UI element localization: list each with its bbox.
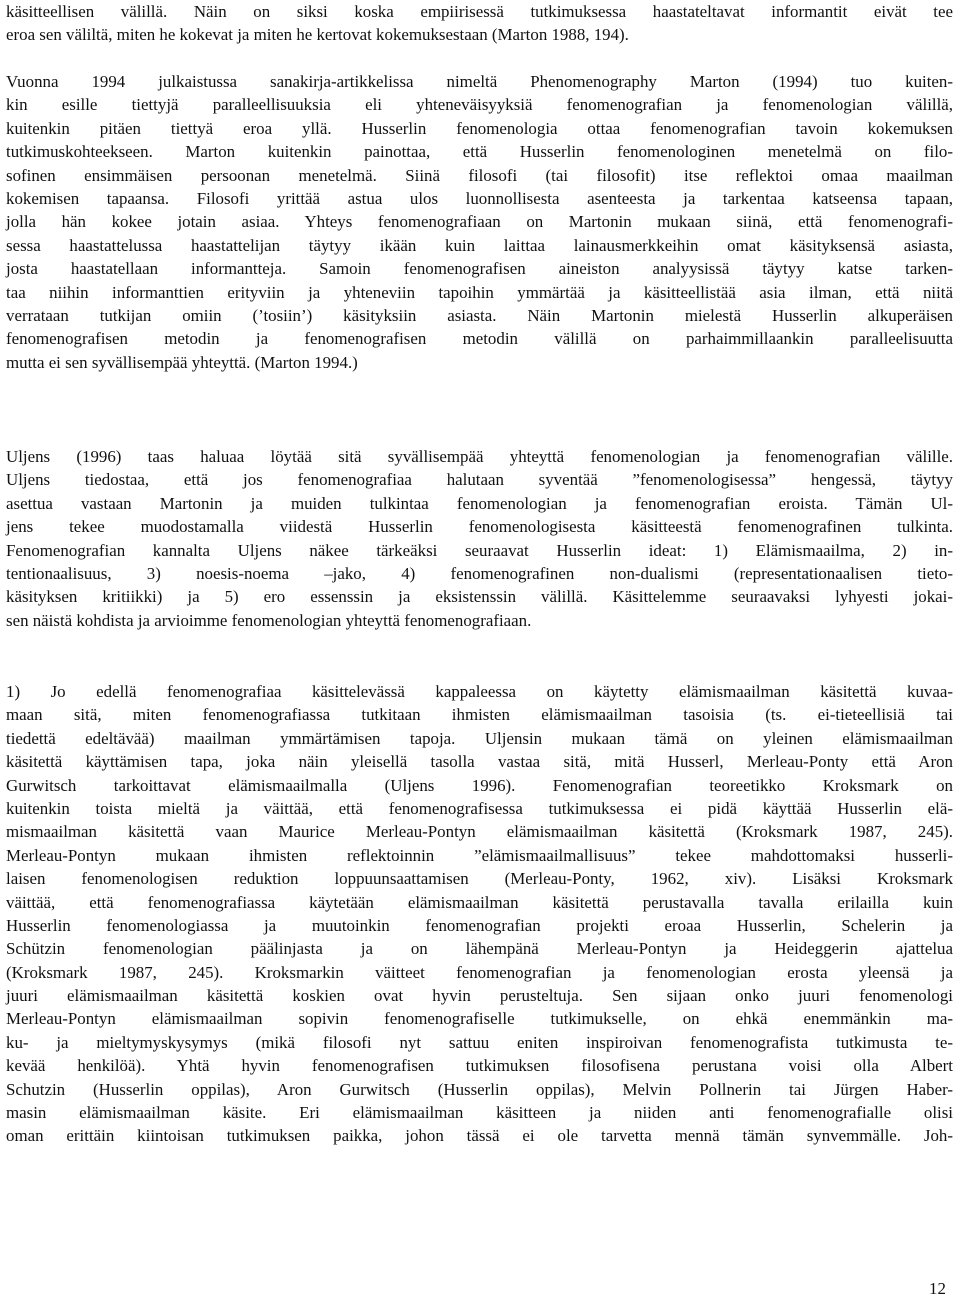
text-line: Merleau-Pontyn mukaan ihmisten reflektoinnin ”elämismaailmallisuus” tekee mahdottomaksi husserli-	[6, 845, 953, 865]
text-line: ku- ja mieltymyskysymys (mikä filosofi nyt sattuu eniten inspiroivan fenomenografista tutkimusta te-	[6, 1032, 953, 1052]
text-line: Vuonna 1994 julkaistussa sanakirja-artikkelissa nimeltä Phenomenography Marton (1994) tuo kuiten-	[6, 72, 953, 91]
text-line: Fenomenografian kannalta Uljens näkee tärkeäksi seuraavat Husserlin ideat: 1) Elämismaailma, 2) in-	[6, 540, 953, 560]
text-line: kevää henkilöä). Yhtä hyvin fenomenografisen tutkimuksen filosofisena perustana voisi olla Albert	[6, 1056, 953, 1076]
text-line: eroa sen väliltä, miten he kokevat ja miten he kertovat kokemuksestaan (Marton 1988, 194).	[6, 25, 629, 45]
text-line: sofinen ensimmäisen persoonan menetelmä. Siinä filosofi (tai filosofit) itse reflektoi omaa maailman	[6, 165, 953, 185]
text-line: tentionaalisuus, 3) noesis-noema –jako, 4) fenomenografinen non-dualismi (representationaalisen tieto-	[6, 563, 953, 583]
paragraph-uljens-1996	[6, 445, 953, 632]
paragraph-continuation	[6, 0, 953, 47]
text-line: käsitettä käyttämisen tapa, joka näin yleisellä tasolla vastaa sitä, mitä Husserl, Merleau-Ponty että Aron	[6, 752, 953, 772]
text-line: taa niihin informanttien erityviin ja yhteneviin tapoihin ymmärtää ja käsitteellistää asia ilman, että niitä	[6, 282, 953, 302]
text-line: asettua vastaan Martonin ja muiden tulkintaa fenomenologian ja fenomenografian eroista. Tämän Ul-	[6, 493, 953, 513]
text-line: Uljens (1996) taas haluaa löytää sitä syvällisempää yhteyttä fenomenologian ja fenomenografian välille.	[6, 447, 953, 466]
text-line: Merleau-Pontyn elämismaailman sopivin fenomenografiselle tutkimukselle, on ehkä enemmänkin ma-	[6, 1009, 953, 1029]
text-line: tiedettä edeltävää) maailman ymmärtämisen tapoja. Uljensin mukaan tämä on yleinen elämismaailman	[6, 728, 953, 748]
text-line: Schützin fenomenologian päälinjasta ja on lähempänä Merleau-Pontyn ja Heideggerin ajattelua	[6, 939, 953, 959]
text-line: Husserlin fenomenologiassa ja muutoinkin fenomenografian projekti eroaa Husserlin, Schelerin ja	[6, 915, 953, 935]
text-line: josta haastatellaan informantteja. Samoin fenomenografisen aineiston analyysissä täytyy katse tarken-	[6, 259, 953, 279]
text-line: käsitteellisen välillä. Näin on siksi koska empiirisessä tutkimuksessa haastateltavat informantit eivät tee	[6, 2, 953, 21]
text-line: 1) Jo edellä fenomenografiaa käsittelevässä kappaleessa on käytetty elämismaailman käsitettä kuvaa-	[6, 682, 953, 701]
text-line: Gurwitsch tarkoittavat elämismaailmalla (Uljens 1996). Fenomenografian teoreetikko Kroksmark on	[6, 775, 953, 795]
text-line: maan sitä, miten fenomenografiassa tutkitaan ihmisten elämismaailman tasoisia (ts. ei-tieteellisiä tai	[6, 705, 953, 725]
text-line: kuitenkin pitäen tiettyä eroa yllä. Husserlin fenomenologia ottaa fenomenografian tavoin kokemuksen	[6, 118, 953, 138]
text-line: käsityksen kritiikki) ja 5) ero essenssin ja eksistenssin välillä. Käsittelemme seuraavaksi lyhyesti jokai-	[6, 587, 953, 607]
text-line: mismaailman käsitettä vaan Maurice Merleau-Pontyn elämismaailman käsitettä (Kroksmark 1987, 245).	[6, 822, 953, 842]
text-line: mutta ei sen syvällisempää yhteyttä. (Marton 1994.)	[6, 352, 358, 372]
text-line: kuitenkin toista mieltä ja väittää, että fenomenografisessa tutkimuksessa ei pidä käyttää Husserlin elä-	[6, 798, 953, 818]
paragraph-lifeworld	[6, 680, 953, 1148]
text-line: (Kroksmark 1987, 245). Kroksmarkin väitteet fenomenografian ja fenomenologian erosta yleensä ja	[6, 962, 953, 982]
text-line: jens tekee muodostamalla viidestä Husserlin fenomenologisesta käsitteestä fenomenografinen tulkinta.	[6, 517, 953, 537]
text-line: tutkimuskohteekseen. Marton kuitenkin painottaa, että Husserlin fenomenologinen menetelmä on filo-	[6, 142, 953, 162]
text-line: kokemisen tapaansa. Filosofi yrittää astua ulos luonnollisesta asenteesta ja tarkentaa katseensa tapaan,	[6, 188, 953, 208]
text-line: väittää, että fenomenografiassa käytetään elämismaailman käsitettä perustavalla tavalla erilailla kuin	[6, 892, 953, 912]
text-line: laisen fenomenologisen reduktion loppuunsaattamisen (Merleau-Ponty, 1962, xiv). Lisäksi Kroksmark	[6, 869, 953, 889]
page-number: 12	[929, 1279, 946, 1298]
text-line: jolla hän kokee jotain asiaa. Yhteys fenomenografiaan on Martonin mukaan siinä, että fenomenografi-	[6, 212, 953, 232]
text-line: oman erittäin kiintoisan tutkimuksen paikka, johon tässä ei ole tarvetta mennä tämän synvemmälle. Joh-	[6, 1126, 953, 1146]
text-line: fenomenografisen metodin ja fenomenografisen metodin välillä on parhaimmillaankin paralleelisuutta	[6, 329, 953, 349]
text-line: masin elämismaailman käsite. Eri elämismaailman käsitteen ja niiden anti fenomenografialle olisi	[6, 1103, 953, 1123]
text-line: Uljens tiedostaa, että jos fenomenografiaa halutaan syventää ”fenomenologisessa” hengessä, täytyy	[6, 470, 953, 490]
text-line: juuri elämismaailman käsitettä koskien ovat hyvin perusteltuja. Sen sijaan onko juuri fenomenologi	[6, 986, 953, 1006]
text-line: verrataan tutkijan omiin (’tosiin’) käsityksiin asiasta. Näin Martonin mielestä Husserlin alkuperäisen	[6, 305, 953, 325]
text-line: sen näistä kohdista ja arvioimme fenomenologian yhteyttä fenomenografiaan.	[6, 610, 532, 630]
text-line: Schutzin (Husserlin oppilas), Aron Gurwitsch (Husserlin oppilas), Melvin Pollnerin tai Jürgen Haber-	[6, 1079, 953, 1099]
text-line: kin esille tiettyjä paralleellisuuksia eli yhteneväisyyksiä fenomenografian ja fenomenologian välillä,	[6, 95, 953, 115]
paragraph-marton-1994	[6, 70, 953, 374]
text-line: sessa haastattelussa haastattelijan täytyy ikään kuin laittaa lainausmerkkeihin omat käsityksensä asiasta,	[6, 235, 953, 255]
